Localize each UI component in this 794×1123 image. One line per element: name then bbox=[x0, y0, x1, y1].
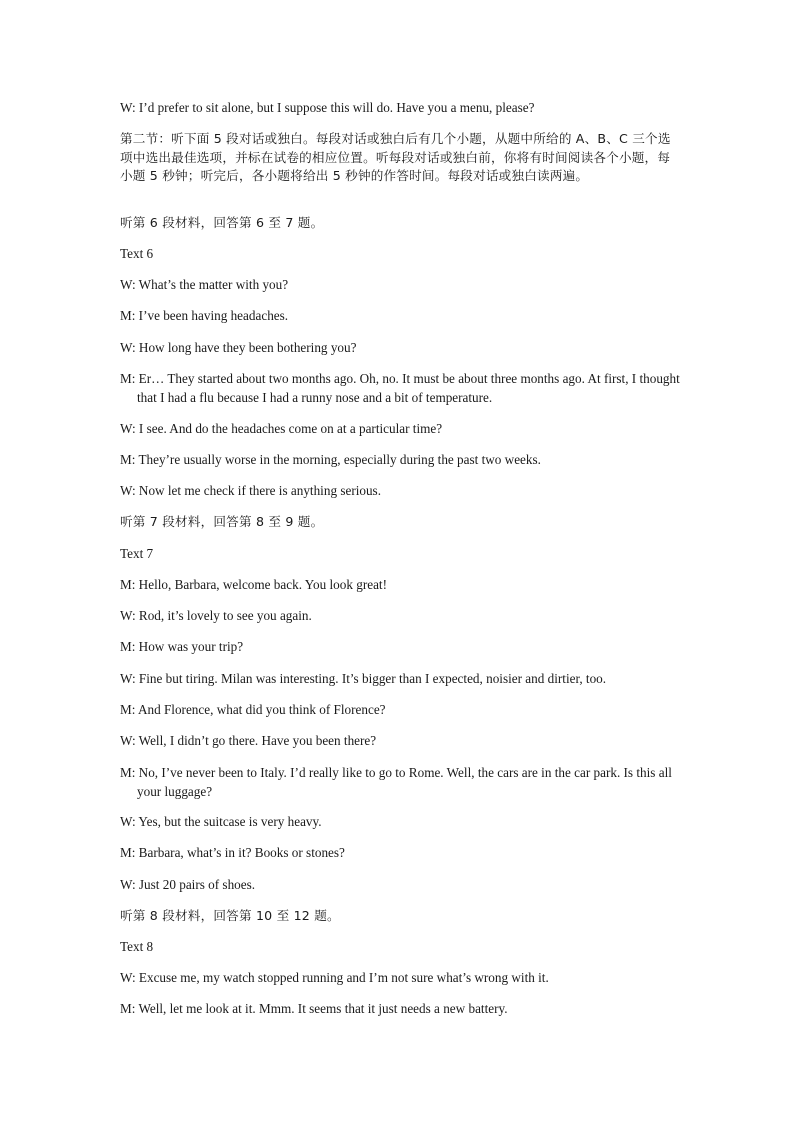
dialogue-line: M: No, I’ve never been to Italy. I’d really like to go to Rome. Well, the cars are in the car park. Is this all your luggage? bbox=[120, 765, 672, 799]
dialogue-line: W: How long have they been bothering you? bbox=[120, 340, 357, 355]
dialogue-line: M: Er… They started about two months ago. Oh, no. It must be about three months ago. At first, I thought that I had a flu because I had a runny nose and a bit of temperature. bbox=[120, 371, 680, 405]
dialogue-line: M: How was your trip? bbox=[120, 639, 244, 654]
text-heading: Text 7 bbox=[120, 546, 154, 561]
dialogue-line: M: Hello, Barbara, welcome back. You look great! bbox=[120, 577, 387, 592]
dialogue-line: W: Excuse me, my watch stopped running and I’m not sure what’s wrong with it. bbox=[120, 970, 549, 985]
dialogue-line: W: Rod, it’s lovely to see you again. bbox=[120, 608, 312, 623]
dialogue-line: W: I see. And do the headaches come on at a particular time? bbox=[120, 421, 443, 436]
section-instructions: 第二节：听下面 5 段对话或独白。每段对话或独白后有几个小题，从题中所给的 A、B、C 三个选项中选出最佳选项，并标在试卷的相应位置。听每段对话或独白前，你将有时间阅读各个小题，每小题 5 秒钟；听完后，各小题将给出 5 秒钟的作答时间。每段对话或独白读两遍。 bbox=[120, 131, 671, 183]
dialogue-line: M: I’ve been having headaches. bbox=[120, 308, 289, 323]
dialogue-line: W: Yes, but the suitcase is very heavy. bbox=[120, 814, 322, 829]
dialogue-line: M: And Florence, what did you think of Florence? bbox=[120, 702, 386, 717]
text-heading: Text 8 bbox=[120, 939, 154, 954]
dialogue-line: M: Well, let me look at it. Mmm. It seems that it just needs a new battery. bbox=[120, 1001, 508, 1016]
material-heading: 听第 7 段材料，回答第 8 至 9 题。 bbox=[120, 514, 324, 529]
dialogue-line: W: Now let me check if there is anything serious. bbox=[120, 483, 381, 498]
material-heading: 听第 6 段材料，回答第 6 至 7 题。 bbox=[120, 215, 324, 230]
dialogue-line: W: What’s the matter with you? bbox=[120, 277, 289, 292]
dialogue-line: M: They’re usually worse in the morning, especially during the past two weeks. bbox=[120, 452, 541, 467]
dialogue-line: W: I’d prefer to sit alone, but I suppose this will do. Have you a menu, please? bbox=[120, 100, 535, 115]
dialogue-line: W: Just 20 pairs of shoes. bbox=[120, 877, 256, 892]
dialogue-line: M: Barbara, what’s in it? Books or stones? bbox=[120, 845, 345, 860]
material-heading: 听第 8 段材料，回答第 10 至 12 题。 bbox=[120, 908, 340, 923]
dialogue-line: W: Well, I didn’t go there. Have you been there? bbox=[120, 733, 377, 748]
text-heading: Text 6 bbox=[120, 246, 154, 261]
dialogue-line: W: Fine but tiring. Milan was interesting. It’s bigger than I expected, noisier and dirtier, too. bbox=[120, 671, 607, 686]
